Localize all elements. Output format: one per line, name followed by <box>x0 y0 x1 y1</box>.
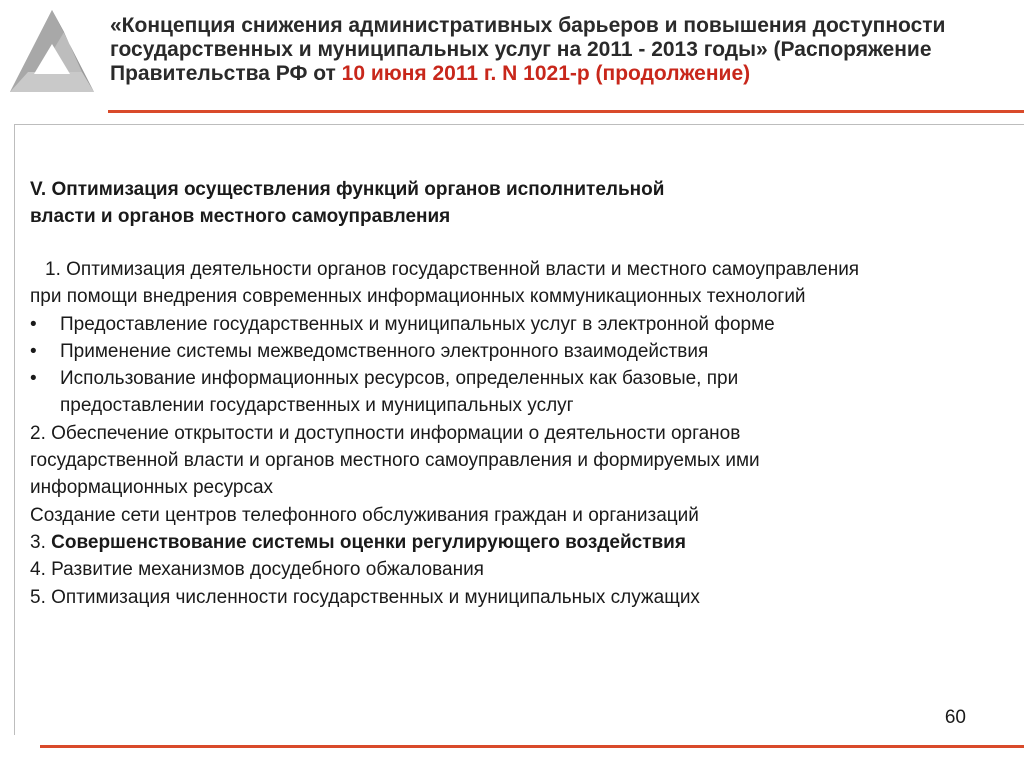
section-heading <box>30 176 830 230</box>
list-item: 5. Оптимизация численности государственных и муниципальных служащих <box>30 586 700 608</box>
bullet-icon: • <box>30 313 37 335</box>
section-heading-line: V. Оптимизация осуществления функций органов исполнительной <box>30 179 665 200</box>
bullet-item <box>30 311 1024 338</box>
list-item: 4. Развитие механизмов досудебного обжалования <box>30 559 484 581</box>
list-item: 1. Оптимизация деятельности органов государственной власти и местного самоуправления <box>45 259 860 280</box>
bullet-icon: • <box>30 340 37 362</box>
section-heading-line: власти и органов местного самоуправления <box>30 206 451 227</box>
list-item: 2. Обеспечение открытости и доступности информации о деятельности органов <box>30 422 741 444</box>
page-number: 60 <box>944 707 966 728</box>
body-text <box>30 256 1024 611</box>
bullet-text: Использование информационных ресурсов, определенных как базовые, при <box>60 368 739 390</box>
bullet-item <box>30 365 1024 392</box>
list-item-continuation: при помощи внедрения современных информационных коммуникационных технологий <box>30 286 806 308</box>
list-item-continuation: информационных ресурсах <box>30 477 274 499</box>
bullet-continuation: предоставлении государственных и муниципальных услуг <box>60 395 574 417</box>
title-main-text: «Концепция снижения административных барьеров и повышения доступности государственных и муниципальных услуг на 2011 - 2013 годы» (Распоряжение Правительства РФ от <box>110 14 946 85</box>
list-item-number: 3. <box>30 531 52 553</box>
title-accent-text: 10 июня 2011 г. N 1021-р (продолжение) <box>341 62 751 85</box>
bullet-icon: • <box>30 368 37 390</box>
list-item-note: Создание сети центров телефонного обслуживания граждан и организаций <box>30 504 699 526</box>
bullet-text: Применение системы межведомственного электронного взаимодействия <box>60 340 709 362</box>
list-item <box>30 529 1024 556</box>
header-divider <box>108 110 1024 113</box>
impossible-triangle-logo-icon <box>8 8 96 96</box>
list-item-continuation: государственной власти и органов местного самоуправления и формируемых ими <box>30 450 760 472</box>
page-title <box>110 14 1016 86</box>
bullet-item <box>30 338 1024 365</box>
list-item-bold-text: Совершенствование системы оценки регулирующего воздействия <box>51 531 686 553</box>
bullet-text: Предоставление государственных и муниципальных услуг в электронной форме <box>60 313 775 335</box>
footer-divider <box>40 745 1024 748</box>
